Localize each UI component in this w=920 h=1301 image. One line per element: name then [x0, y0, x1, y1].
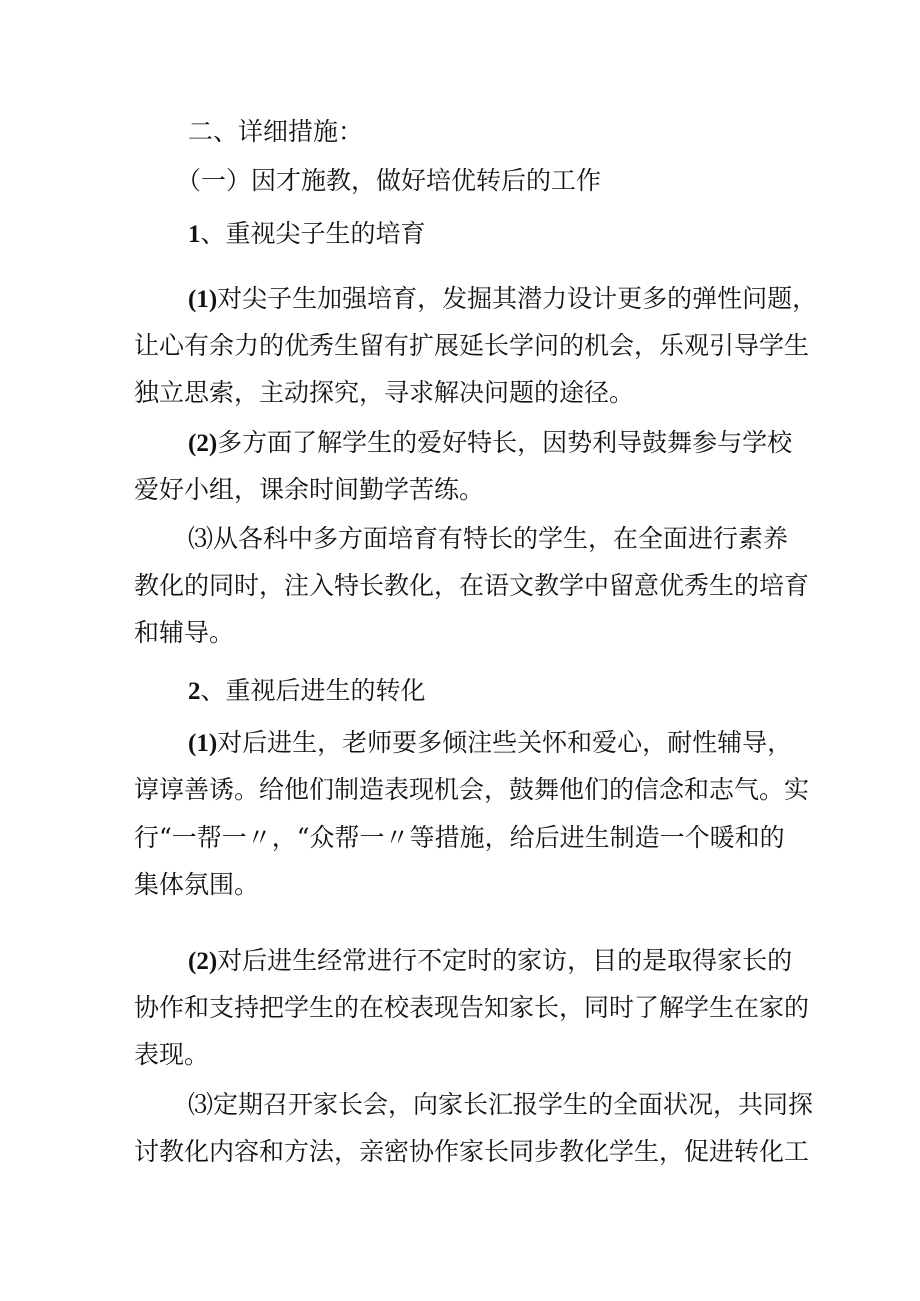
item2-p2-line2: 协作和支持把学生的在校表现告知家长，同时了解学生在家的 [134, 993, 810, 1022]
item1-p2-line1 [188, 427, 848, 460]
item1-p1-text1: 对尖子生加强培育，发掘其潜力设计更多的弹性问题， [217, 284, 818, 313]
item2-p2-text1: 对后进生经常进行不定时的家访，目的是取得家长的 [217, 946, 793, 975]
item2-p2-line3: 表现。 [134, 1040, 210, 1069]
item1-p1-line1 [188, 283, 848, 316]
item2-p3-marker: ⑶ [188, 1090, 214, 1119]
item1-p3-text1: 从各科中多方面培育有特长的学生，在全面进行素养 [213, 524, 789, 553]
item2-p1-marker: (1) [188, 730, 218, 757]
item2-p1-text1: 对后进生，老师要多倾注些关怀和爱心，耐性辅导， [217, 728, 793, 757]
item2-p1-line4: 集体氛围。 [134, 870, 260, 899]
item2-number: 2 [188, 678, 201, 705]
item2-p1-line3: 行“一帮一〃，“众帮一〃等措施，给后进生制造一个暖和的 [134, 823, 785, 852]
item2-p2-line1 [188, 945, 848, 978]
item2-title: 、重视后进生的转化 [200, 676, 426, 705]
section-heading: 二、详细措施： [188, 117, 364, 146]
item2-p3-line2: 讨教化内容和方法，亲密协作家长同步教化学生，促进转化工 [134, 1137, 810, 1166]
item1-p1-line2: 让心有余力的优秀生留有扩展延长学问的机会，乐观引导学生 [134, 331, 810, 360]
item1-p2-marker: (2) [188, 430, 218, 457]
item2-p3-line1 [188, 1089, 848, 1121]
item2-p3-text1: 定期召开家长会，向家长汇报学生的全面状况，共同探 [213, 1090, 814, 1119]
subsection-heading: （一）因才施教，做好培优转后的工作 [176, 166, 602, 195]
item1-title: 、重视尖子生的培育 [200, 219, 426, 248]
item1-number: 1 [188, 221, 201, 248]
item1-p1-marker: (1) [188, 286, 218, 313]
item1-p1-line3: 独立思索，主动探究，寻求解决问题的途径。 [134, 378, 635, 407]
item2-heading [188, 675, 848, 708]
item1-heading [188, 218, 848, 251]
item1-p3-line2: 教化的同时，注入特长教化，在语文教学中留意优秀生的培育 [134, 571, 810, 600]
item1-p3-line3: 和辅导。 [134, 618, 235, 647]
item1-p2-line2: 爱好小组，课余时间勤学苦练。 [134, 475, 485, 504]
item1-p2-text1: 多方面了解学生的爱好特长，因势利导鼓舞参与学校 [217, 428, 793, 457]
item1-p3-line1 [188, 523, 848, 555]
item1-p3-marker: ⑶ [188, 524, 214, 553]
item2-p1-line1 [188, 727, 848, 760]
item2-p2-marker: (2) [188, 948, 218, 975]
item2-p1-line2: 谆谆善诱。给他们制造表现机会，鼓舞他们的信念和志气。实 [134, 775, 810, 804]
